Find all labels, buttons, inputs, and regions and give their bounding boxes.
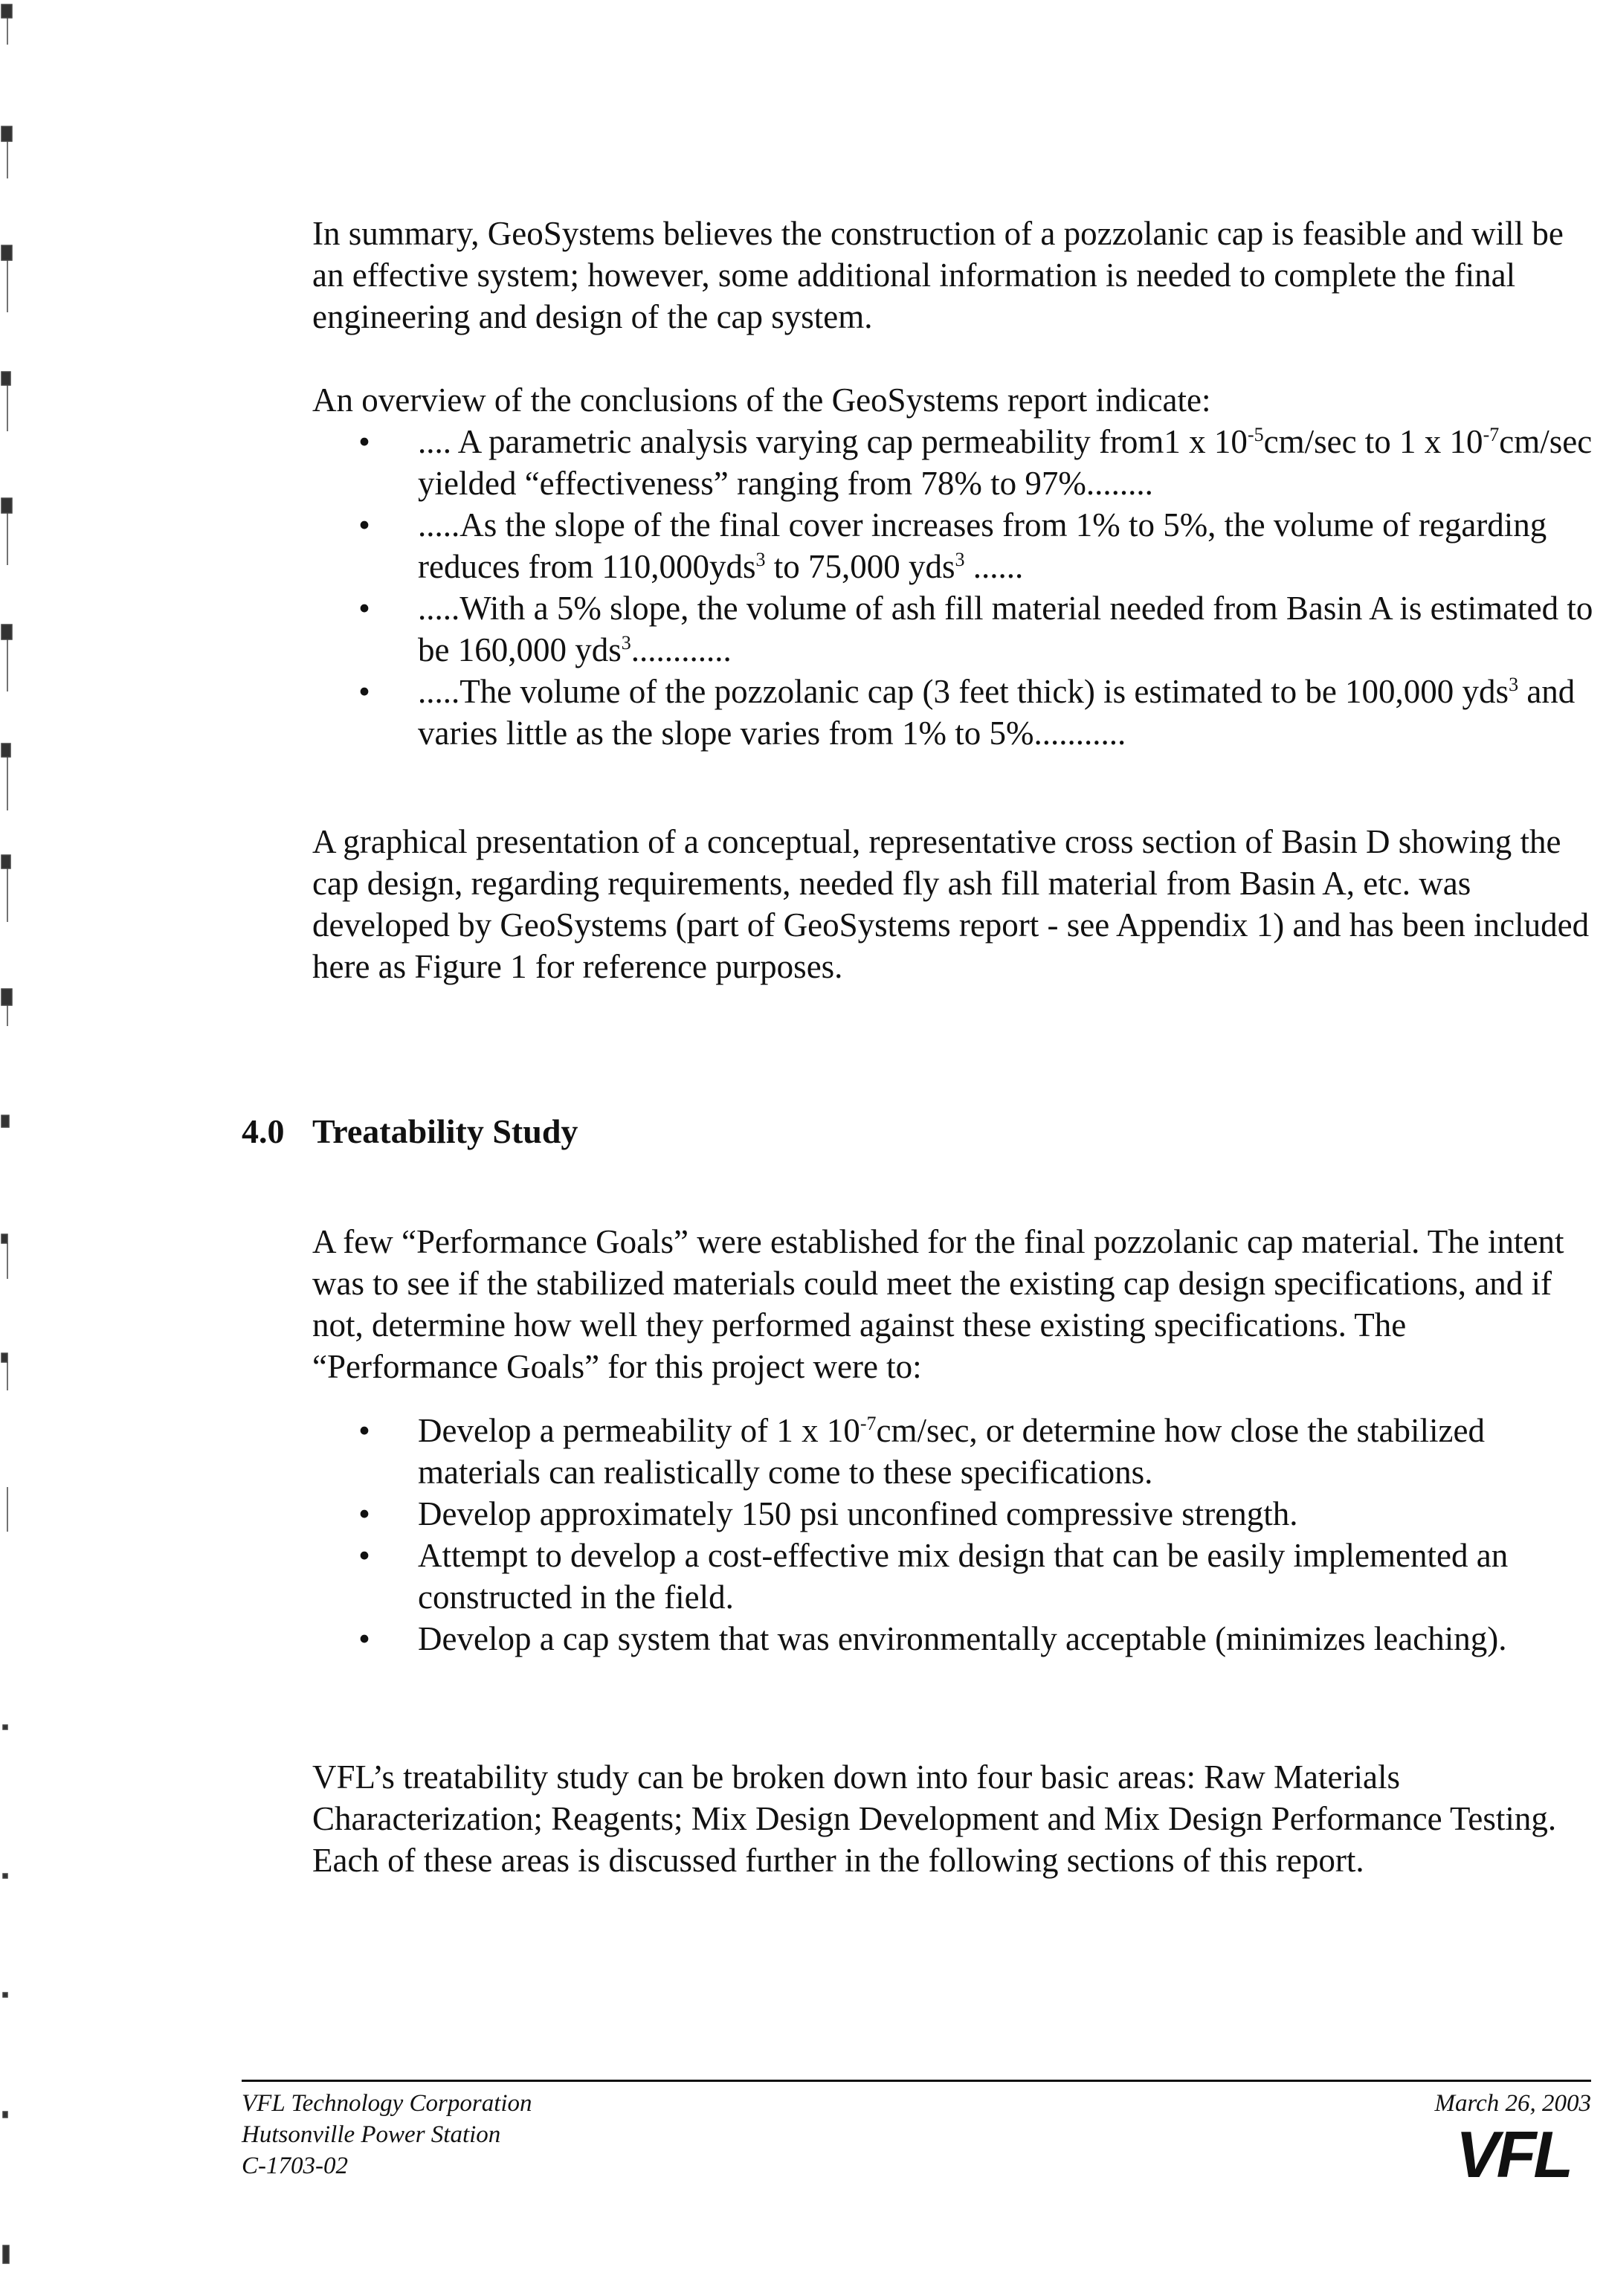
list-item: • Attempt to develop a cost-effective mix design that can be easily implemented an constructed in the field. [349,1535,1599,1618]
performance-goals-list [349,1410,1599,1660]
list-item: • Develop approximately 150 psi unconfined compressive strength. [349,1493,1599,1535]
bullet-icon: • [358,423,370,460]
bullet-icon: • [358,506,370,544]
footer-rule [242,2080,1591,2082]
list-item: • Develop a cap system that was environmentally acceptable (minimizes leaching). [349,1618,1599,1660]
footer-left [242,2088,532,2181]
bullet-icon: • [358,673,370,710]
bullet-icon: • [358,1495,370,1532]
summary-paragraph: In summary, GeoSystems believes the construction of a pozzolanic cap is feasible and will be an effective system; however, some additional information is needed to complete the final engineering and design of the cap system. [312,215,1564,335]
vfl-logo [1435,2124,1591,2183]
conclusions-list [349,421,1599,754]
bullet-icon: • [358,1620,370,1657]
bullet-icon: • [358,1412,370,1449]
list-item: • .....The volume of the pozzolanic cap (3 feet thick) is estimated to be 100,000 yds$^3$ and varies little as the slope varies from 1% to 5%........... [349,671,1599,754]
footer-site: Hutsonville Power Station [242,2121,501,2148]
binding-margin-marks [0,0,45,2296]
graphical-presentation-paragraph: A graphical presentation of a conceptual, representative cross section of Basin D showing the cap design, regarding requirements, needed fly ash fill material from Basin A, etc. was developed by GeoSystems (part of GeoSystems report - see Appendix 1) and has been included here as Figure 1 for reference purposes. [312,823,1590,985]
list-item: • .....As the slope of the final cover increases from 1% to 5%, the volume of regarding reduces from 110,000yds$^3$ to 75,000 yds$^3$ ...... [349,504,1599,587]
treatability-areas-paragraph: VFL’s treatability study can be broken down into four basic areas: Raw Materials Characterization; Reagents; Mix Design Development and Mix Design Performance Testing. Each of these areas is discussed further in the following sections of this report. [312,1758,1557,1879]
footer-date: March 26, 2003 [1434,2090,1591,2117]
overview-intro: An overview of the conclusions of the GeoSystems report indicate: [312,381,1211,419]
footer-company: VFL Technology Corporation [242,2090,532,2117]
performance-goals-paragraph: A few “Performance Goals” were established for the final pozzolanic cap material. The intent was to see if the stabilized materials could meet the existing cap design specifications, and if not, determine how well they performed against these existing specifications. The “Performance Goals” for this project were to: [312,1223,1564,1385]
list-item: • Develop a permeability of 1 x $10^{-7}cm/\sec$, or determine how close the stabilized materials can realistically come to these specifications. [349,1410,1599,1493]
section-number: 4.0 [242,1112,285,1150]
footer-code: C-1703-02 [242,2152,348,2179]
svg-text:VFL: VFL [1455,2124,1571,2183]
section-heading [242,1111,578,1152]
bullet-icon: • [358,590,370,627]
bullet-icon: • [358,1537,370,1574]
list-item: • .....With a 5% slope, the volume of ash fill material needed from Basin A is estimated to be 160,000 yds$^3$............ [349,587,1599,671]
section-title: Treatability Study [312,1112,578,1150]
list-item: • .... A parametric analysis varying cap permeability from1 x $10^{-5}cm/\sec$ to 1 x $10^{-7}cm/\sec$ yielded “effectiveness” ranging from 78% to 97%........ [349,421,1599,504]
